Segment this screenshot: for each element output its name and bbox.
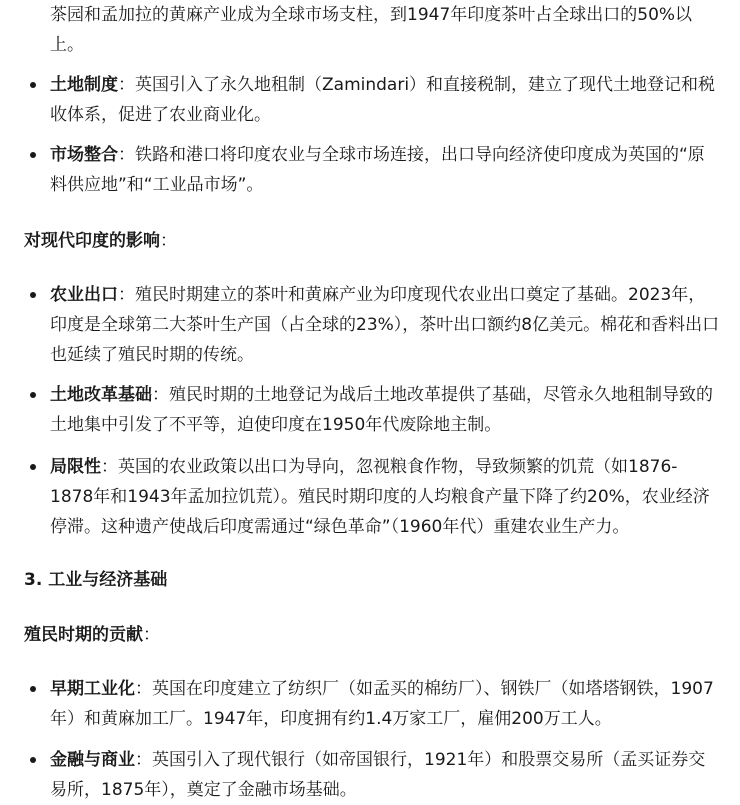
- label-separator: ：: [101, 457, 118, 477]
- label-separator: ：: [135, 679, 152, 699]
- label-separator: ：: [118, 285, 135, 305]
- list-item: [50, 745, 720, 805]
- bullet-icon: [30, 292, 36, 298]
- subheading-contributions: [24, 620, 160, 650]
- list-item: [50, 380, 720, 440]
- list-item-text: 殖民时期建立的茶叶和黄麻产业为印度现代农业出口奠定了基础。2023年，印度是全球第二大茶叶生产国（占全球的23%），茶叶出口额约8亿美元。棉花和香料出口也延续了殖民时期的传统。: [50, 285, 720, 365]
- list-item-label: 市场整合: [50, 145, 118, 165]
- label-separator: ：: [118, 75, 135, 95]
- bullet-icon: [30, 757, 36, 763]
- bullet-icon: [30, 464, 36, 470]
- label-separator: ：: [152, 385, 169, 405]
- subheading-impact: [24, 226, 177, 256]
- bullet-icon: [30, 686, 36, 692]
- list-item: [50, 70, 720, 130]
- subheading-title: 对现代印度的影响: [24, 231, 160, 251]
- list-item-label: 早期工业化: [50, 679, 135, 699]
- heading-separator: ：: [143, 625, 160, 645]
- list-item-label: 土地改革基础: [50, 385, 152, 405]
- list-item-text: 英国在印度建立了纺织厂（如孟买的棉纺厂）、钢铁厂（如塔塔钢铁，1907年）和黄麻加工厂。1947年，印度拥有约1.4万家工厂，雇佣200万工人。: [50, 679, 714, 729]
- label-separator: ：: [135, 750, 152, 770]
- section-title: 3. 工业与经济基础: [24, 570, 168, 590]
- list-item-text: 英国的农业政策以出口为导向，忽视粮食作物，导致频繁的饥荒（如1876-1878年和1943年孟加拉饥荒）。殖民时期印度的人均粮食产量下降了约20%，农业经济停滞。这种遗产使战后印度需通过“绿色革命”（1960年代）重建农业生产力。: [50, 457, 710, 537]
- list-item-label: 局限性: [50, 457, 101, 477]
- section-heading: [24, 565, 167, 595]
- list-item-text: 英国引入了永久地租制（Zamindari）和直接税制，建立了现代土地登记和税收体系，促进了农业商业化。: [50, 75, 716, 125]
- list-item-text: 殖民时期的土地登记为战后土地改革提供了基础，尽管永久地租制导致的土地集中引发了不平等，迫使印度在1950年代废除地主制。: [50, 385, 713, 435]
- list-item-label: 土地制度: [50, 75, 118, 95]
- bullet-icon: [30, 392, 36, 398]
- list-item-label: 金融与商业: [50, 750, 135, 770]
- list-item: [50, 140, 720, 200]
- list-item: [50, 280, 720, 370]
- bullet-icon: [30, 82, 36, 88]
- bullet-icon: [30, 152, 36, 158]
- list-item-label: 农业出口: [50, 285, 118, 305]
- list-item: [50, 452, 720, 542]
- subheading-title: 殖民时期的贡献: [24, 625, 143, 645]
- heading-separator: ：: [160, 231, 177, 251]
- list-item-text: 铁路和港口将印度农业与全球市场连接，出口导向经济使印度成为英国的“原料供应地”和“工业品市场”。: [50, 145, 705, 195]
- list-item-text: 英国引入了现代银行（如帝国银行，1921年）和股票交易所（孟买证券交易所，1875年），奠定了金融市场基础。: [50, 750, 706, 800]
- label-separator: ：: [118, 145, 135, 165]
- list-item: [50, 0, 720, 60]
- list-item: [50, 674, 720, 734]
- list-item-text: 茶园和孟加拉的黄麻产业成为全球市场支柱，到1947年印度茶叶占全球出口的50%以上。: [50, 5, 693, 55]
